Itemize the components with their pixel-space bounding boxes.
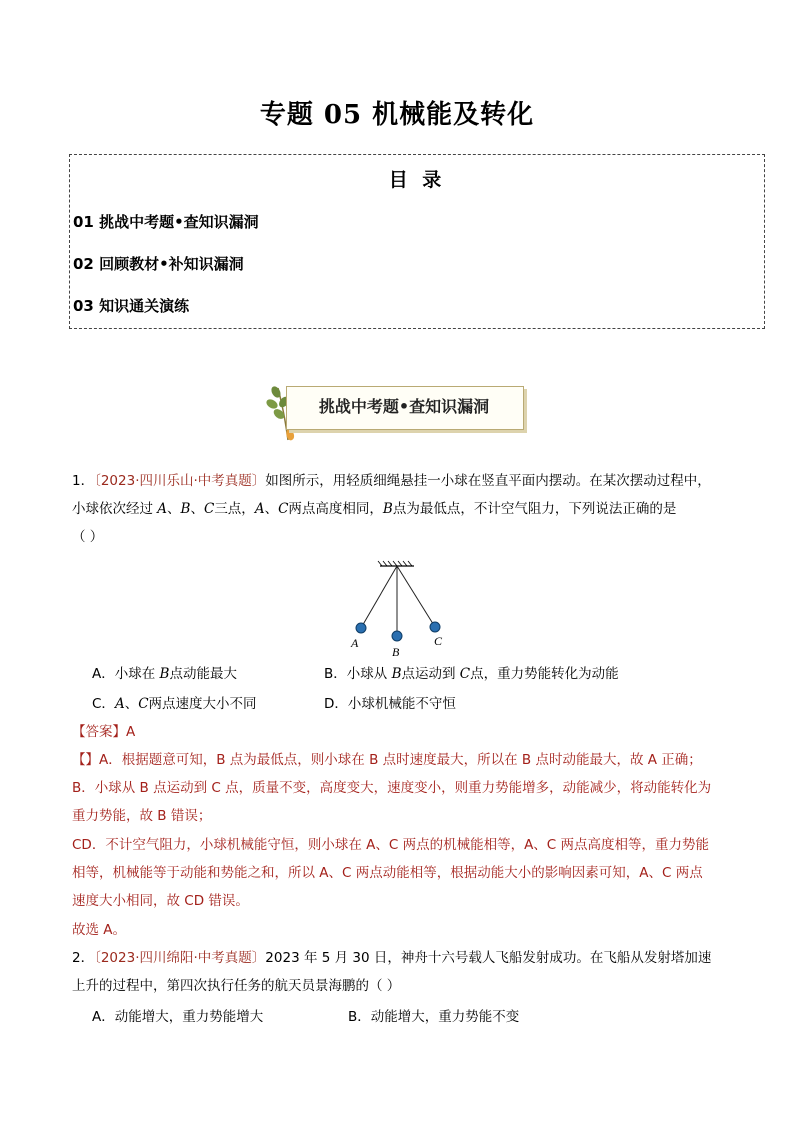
q1-option-d[interactable]: D．小球机械能不守恒	[324, 696, 456, 712]
var-c: C	[203, 501, 215, 517]
q1-text: 如图所示，用轻质细绳悬挂一小球在竖直平面内摆动。在某次摆动过程中，	[265, 473, 711, 489]
q1-text: 两点高度相同，	[288, 501, 383, 517]
q2-line-2	[72, 974, 400, 998]
var-b: B	[180, 501, 191, 517]
q1-conclusion: 故选 A。	[72, 922, 127, 938]
q1-sep: 、	[190, 501, 204, 517]
q2-option-a[interactable]: A．动能增大，重力势能增大	[92, 1009, 264, 1025]
option-text: 点，重力势能转化为动能	[470, 666, 619, 682]
ball-a	[356, 623, 366, 633]
q1-sep: 、	[264, 501, 279, 517]
option-text: 两点速度大小不同	[148, 696, 257, 712]
banner-title: 挑战中考题•查知识漏洞	[318, 397, 490, 416]
option-text: B．小球从	[324, 666, 392, 682]
q2-number: 2．	[72, 950, 95, 966]
toc-item-2[interactable]: 02 回顾教材•补知识漏洞	[73, 255, 244, 273]
var-a: A	[114, 696, 125, 712]
q2-option-b[interactable]: B．动能增大，重力势能不变	[348, 1009, 520, 1025]
q1-sep: 、	[167, 501, 181, 517]
label-a: A	[351, 636, 359, 650]
q1-explanation-2: B．小球从 B 点运动到 C 点，质量不变，高度变大，速度变小，则重力势能增多，动能减少，将动能转化为	[72, 780, 712, 796]
ball-c	[430, 622, 440, 632]
var-a: A	[157, 501, 168, 517]
var-b: B	[159, 666, 170, 682]
var-b: B	[391, 666, 402, 682]
option-text: A．小球在	[92, 666, 160, 682]
q2-text: 2023 年 5 月 30 日，神舟十六号载人飞船发射成功。在飞船从发射塔加速	[265, 950, 712, 966]
q1-explanation-4: CD．不计空气阻力，小球机械能守恒，则小球在 A、C 两点的机械能相等，A、C 两点高度相等，重力势能	[72, 837, 710, 853]
var-c: C	[138, 696, 149, 712]
q1-line-2	[72, 497, 676, 521]
q1-explanation-5: 相等，机械能等于动能和势能之和，所以 A、C 两点动能相等，根据动能大小的影响因素可知，A、C 两点	[72, 865, 703, 881]
q1-option-b[interactable]	[324, 662, 619, 682]
ball-b	[392, 631, 402, 641]
pendulum-figure	[342, 560, 452, 660]
toc-item-3[interactable]: 03 知识通关演练	[73, 297, 190, 315]
var-c: C	[459, 666, 471, 682]
label-b: B	[392, 645, 400, 659]
table-of-contents	[69, 154, 765, 329]
page-title: 专题 05 机械能及转化	[259, 100, 535, 130]
q1-line-1	[72, 469, 711, 493]
label-c: C	[434, 634, 443, 648]
q1-text: 三点，	[214, 501, 255, 517]
var-c: C	[278, 501, 289, 517]
q1-explanation-1: 【】A．根据题意可知，B 点为最低点，则小球在 B 点时速度最大，所以在 B 点时动能最大，故 A 正确；	[72, 752, 702, 768]
var-a: A	[254, 501, 265, 517]
toc-item-1[interactable]: 01 挑战中考题•查知识漏洞	[73, 213, 259, 231]
q2-line-1	[72, 946, 711, 970]
q2-source: 〔2023·四川绵阳·中考真题〕	[94, 950, 266, 966]
string-a	[361, 566, 397, 628]
option-text: C．	[92, 696, 115, 712]
toc-heading: 目 录	[388, 169, 446, 191]
q1-explanation-3: 重力势能，故 B 错误；	[72, 808, 212, 824]
q1-sep: 、	[124, 696, 139, 712]
q1-source: 〔2023·四川乐山·中考真题〕	[94, 473, 266, 489]
q1-text: 小球依次经过	[72, 501, 158, 517]
option-text: 点动能最大	[169, 666, 237, 682]
string-c	[397, 566, 435, 627]
q2-text: 上升的过程中，第四次执行任务的航天员景海鹏的（ ）	[72, 978, 401, 994]
q1-text: 点为最低点，不计空气阻力，下列说法正确的是	[392, 501, 677, 517]
q1-explanation-6: 速度大小相同，故 CD 错误。	[72, 893, 249, 909]
q1-answer-paren: （ ）	[72, 529, 104, 545]
q1-number: 1．	[72, 473, 95, 489]
q1-option-c[interactable]	[92, 692, 257, 712]
var-b: B	[382, 501, 393, 517]
option-text: 点运动到	[401, 666, 460, 682]
q1-answer: 【答案】A	[72, 724, 136, 740]
section-banner	[262, 382, 532, 444]
q1-option-a[interactable]	[92, 662, 237, 682]
